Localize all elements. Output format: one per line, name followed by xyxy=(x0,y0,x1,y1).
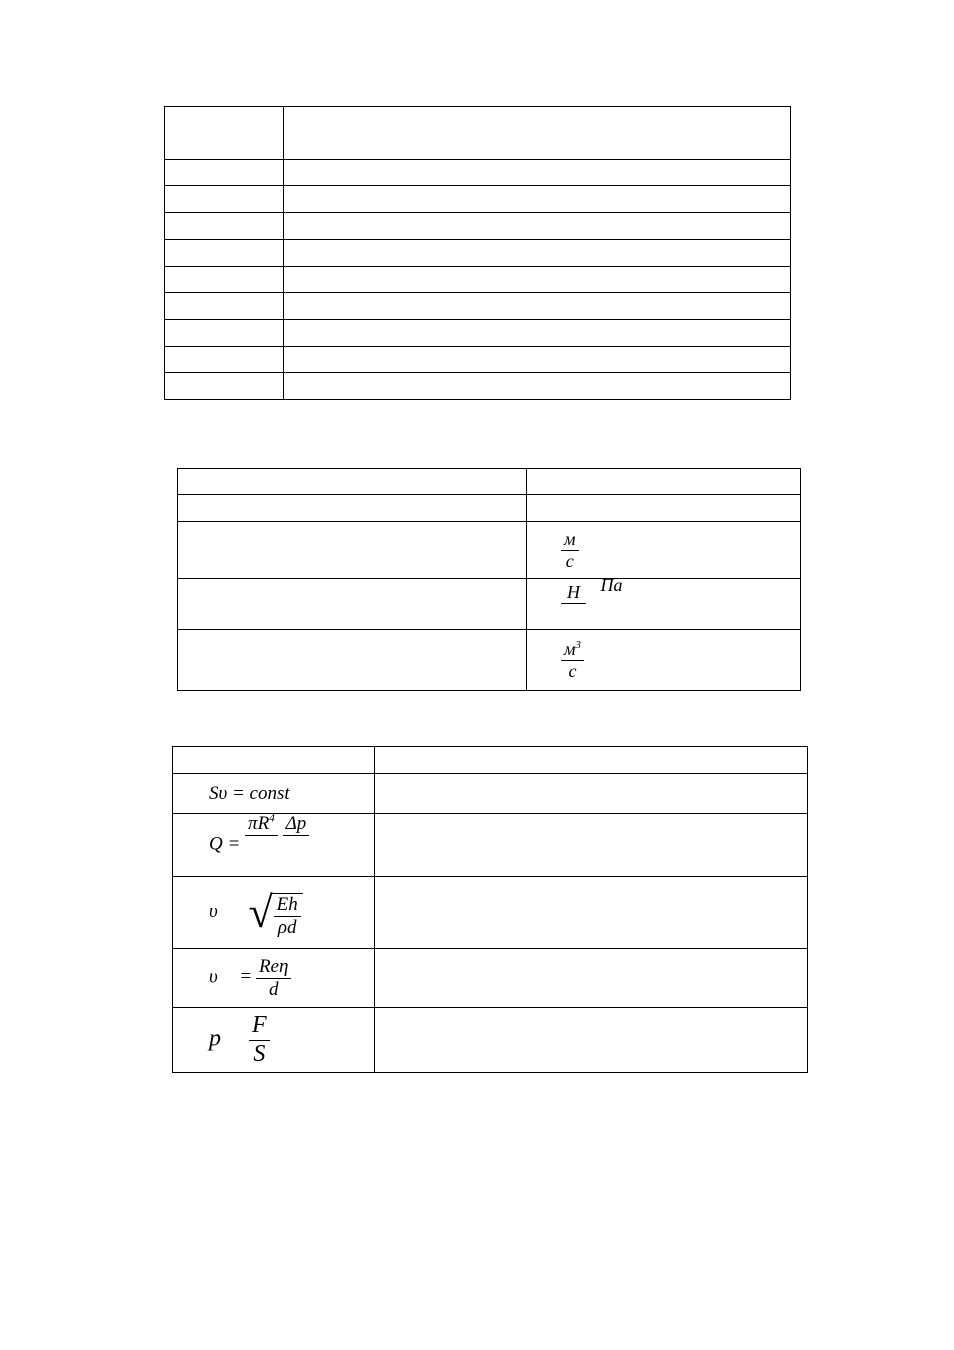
table-row xyxy=(173,747,808,774)
unit-fraction: Н xyxy=(561,582,586,604)
table-row xyxy=(165,320,791,347)
formula-fraction: $\frac{\text{Reη}}{d}$ xyxy=(256,956,291,1001)
table-row xyxy=(165,186,791,213)
table-row xyxy=(165,347,791,373)
table-row xyxy=(165,160,791,186)
table-row xyxy=(165,267,791,293)
formula-fraction: $\pi R^4$ xyxy=(245,813,278,858)
table-row xyxy=(165,293,791,320)
table-row xyxy=(165,240,791,267)
table-row xyxy=(173,814,808,877)
table-1 xyxy=(164,106,791,400)
table-row xyxy=(165,373,791,400)
table-row xyxy=(178,495,801,522)
sqrt-symbol: √ $\frac{Eh}{\rho d}$ xyxy=(248,887,302,939)
formula-pressure: p $\frac{F}{S}$ xyxy=(173,1008,375,1073)
table-row xyxy=(173,949,808,1008)
unit-pressure: Н Па xyxy=(527,579,801,630)
table-row xyxy=(173,774,808,814)
unit-velocity xyxy=(527,522,801,579)
table-row xyxy=(173,1008,808,1073)
table-row xyxy=(165,213,791,240)
formula-poiseuille: Q = $\pi R^4$ Δp xyxy=(173,814,375,877)
unit-fraction: $\frac{м}{с}$ xyxy=(561,529,579,571)
formula-reynolds: υ = $\frac{\text{Reη}}{d}$ xyxy=(173,949,375,1008)
table-row xyxy=(165,107,791,160)
formula-fraction: $\frac{Eh}{\rho d}$ xyxy=(274,894,301,939)
unit-fraction: $\frac{м^3}{с}$ xyxy=(561,639,584,681)
table-row xyxy=(173,877,808,949)
table-row xyxy=(178,579,801,630)
table-3 xyxy=(172,746,808,1073)
formula-fraction: $\frac{F}{S}$ xyxy=(249,1012,270,1068)
table-row xyxy=(178,630,801,691)
formula-continuity: Sυ = const xyxy=(173,774,375,814)
unit-flow-rate xyxy=(527,630,801,691)
table-row xyxy=(178,469,801,495)
table-row xyxy=(178,522,801,579)
formula-moens-korteweg: υ √ $\frac{Eh}{\rho d}$ xyxy=(173,877,375,949)
formula-fraction: Δp xyxy=(283,813,310,858)
table-2 xyxy=(177,468,801,691)
